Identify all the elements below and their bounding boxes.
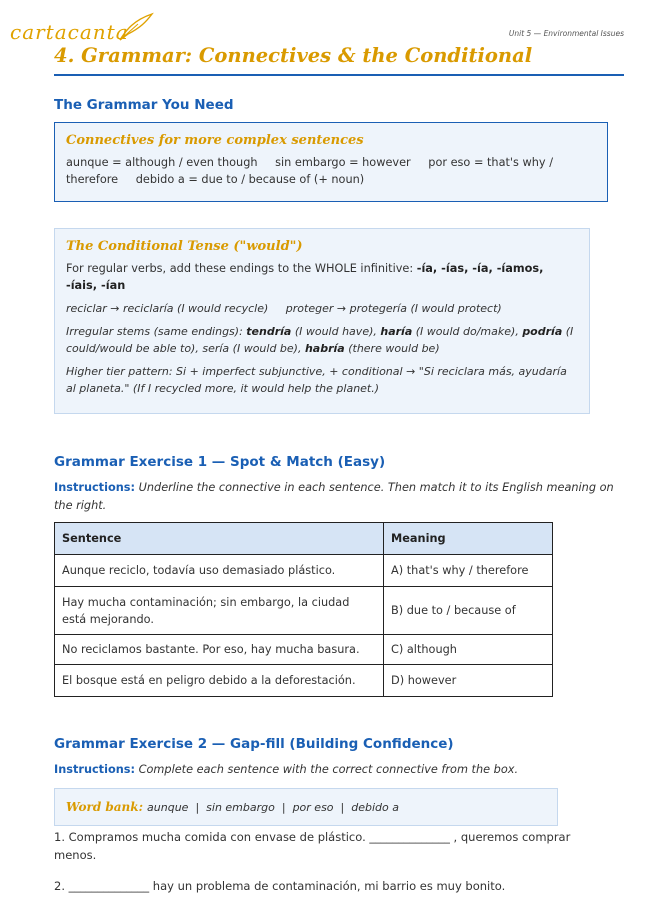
unit-label: Unit 5 — Environmental Issues [508,29,624,38]
sentence-cell: El bosque está en peligro debido a la deforestación. [55,665,384,697]
irregular-word: habría [304,342,345,355]
endings: -ía, -ías, -ía, -íamos, -íais, -ían [66,262,544,292]
irregular-word: haría [380,325,413,338]
column-header-meaning: Meaning [384,523,553,555]
meaning-cell: A) that's why / therefore [384,555,553,587]
conditional-box [54,228,590,414]
word-bank-item: debido a [351,800,400,814]
instructions-text: Complete each sentence with the correct connective from the box. [135,763,519,776]
example-1: reciclar → reciclaría (I would recycle) [66,302,269,315]
irregular-gloss: (I would have), [291,325,381,338]
word-bank-label: Word bank: [66,800,144,814]
word-bank-item: sin embargo [206,800,275,814]
irregular-word: podría [522,325,563,338]
conditional-rule [66,260,578,294]
page-title: 4. Grammar: Connectives & the Conditional [54,44,533,67]
word-bank-item: por eso [292,800,334,814]
sentence-cell: Hay mucha contaminación; sin embargo, la ciudad está mejorando. [55,587,384,635]
word-bank [54,788,558,826]
separator: | [340,800,345,814]
example-2: proteger → protegería (I would protect) [285,302,502,315]
table-row [55,587,553,635]
connectives-title: Connectives for more complex sentences [66,133,364,148]
connective-item: por eso = that's why / therefore [66,156,553,186]
connective-item: sin embargo = however [275,156,411,169]
rule-text: For regular verbs, add these endings to the WHOLE infinitive: [66,262,417,275]
instructions-text: Underline the connective in each sentence. Then match it to its English meaning on the right. [54,481,614,512]
separator: | [195,800,200,814]
meaning-cell: C) although [384,635,553,665]
separator: | [281,800,286,814]
conditional-examples [66,300,578,317]
exercise2-heading: Grammar Exercise 2 — Gap-fill (Building Confidence) [54,736,454,752]
connectives-box [54,122,608,202]
irregular-gloss: (I could/would be able to), sería (I would be), [66,325,574,355]
gap-fill-question-1: 1. Compramos mucha comida con envase de plástico. ______________ , queremos comprar menos. [54,830,571,862]
match-table [54,522,553,697]
irregular-gloss: (I would do/make), [412,325,523,338]
connective-item: debido a = due to / because of (+ noun) [135,173,365,186]
table-row [55,555,553,587]
sentence-cell: No reciclamos bastante. Por eso, hay mucha basura. [55,635,384,665]
irregular-intro: Irregular stems (same endings): [66,325,247,338]
meaning-cell: D) however [384,665,553,697]
irregular-gloss: (there would be) [344,342,440,355]
connectives-list [66,154,596,188]
instructions-label: Instructions: [54,763,135,776]
higher-tier-pattern: Higher tier pattern: Si + imperfect subjunctive, + conditional → "Si reciclara más, ayudaría al planeta." (If I recycled more, it would help the planet.) [66,365,567,395]
exercise1-heading: Grammar Exercise 1 — Spot & Match (Easy) [54,454,386,470]
table-header-row [55,523,553,555]
column-header-sentence: Sentence [55,523,384,555]
exercise2-instructions [54,761,624,779]
grammar-heading: The Grammar You Need [54,97,234,113]
word-bank-item: aunque [147,800,189,814]
logo-text: cartacanta [10,20,129,44]
title-divider [54,74,624,76]
connective-item: aunque = although / even though [66,156,258,169]
meaning-cell: B) due to / because of [384,587,553,635]
irregular-word: tendría [246,325,292,338]
conditional-title: The Conditional Tense ("would") [66,239,303,254]
gap-fill-question-2: 2. ______________ hay un problema de contaminación, mi barrio es muy bonito. [54,879,506,893]
sentence-cell: Aunque reciclo, todavía uso demasiado plástico. [55,555,384,587]
table-row [55,665,553,697]
exercise1-instructions [54,479,624,515]
table-row [55,635,553,665]
irregular-stems [66,323,578,357]
instructions-label: Instructions: [54,481,135,494]
quill-icon [116,12,156,42]
